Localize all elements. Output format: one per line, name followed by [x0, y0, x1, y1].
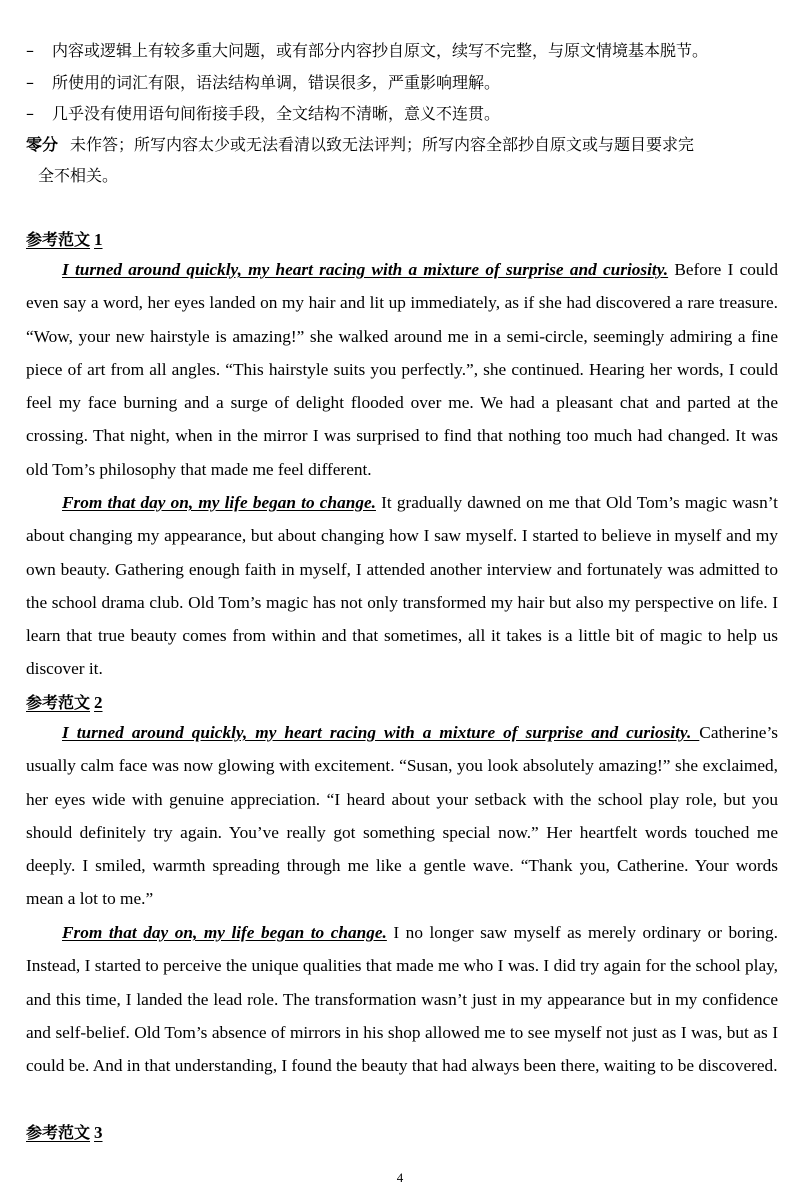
zero-score-continuation: 全不相关。 — [38, 166, 119, 185]
criteria-item — [26, 38, 708, 61]
page-number: 4 — [396, 1170, 404, 1185]
paragraph-body: I no longer saw myself as merely ordinary or boring. Instead, I started to perceive the unique qualities that made me who I was. I did try again for the school play, and this time, I landed the lead role. The transformation wasn’t just in my appearance but in my confidence and self-belief. Old Tom’s absence of mirrors in his shop allowed me to see myself not just as I was, but as I could be. And in that understanding, I found the beauty that had always been there, waiting to be discovered. — [26, 923, 778, 1076]
criteria-item — [26, 70, 500, 93]
paragraph-body: Before I could even say a word, her eyes landed on my hair and lit up immediately, as if she had discovered a rare treasure. “Wow, your new hairstyle is amazing!” she walked around me in a semi-circle, seemingly admiring a fine piece of art from all angles. “This hairstyle suits you perfectly.”, she continued. Hearing her words, I could feel my face burning and a surge of delight flooded over me. We had a pleasant chat and parted at the crossing. That night, when in the mirror I was surprised to find that nothing too much had changed. It was old Tom’s philosophy that made me feel different. — [26, 260, 778, 479]
sample-heading-label: 参考范文 — [26, 693, 91, 712]
paragraph-body: Catherine’s usually calm face was now glowing with excitement. “Susan, you look absolutely amazing!” she exclaimed, her eyes wide with genuine appreciation. “I heard about your setback with the school play role, but you should definitely try again. You’ve really got something special now.” Her heartfelt words touched me deeply. I smiled, warmth spreading through me like a gentle wave. “Thank you, Catherine. Your words mean a lot to me.” — [26, 723, 778, 909]
sample-paragraph — [26, 486, 778, 686]
paragraph-body: It gradually dawned on me that Old Tom’s magic wasn’t about changing my appearance, but about changing how I saw myself. I started to believe in myself and my own beauty. Gathering enough faith in myself, I attended another interview and fortunately was admitted to the school drama club. Old Tom’s magic has not only transformed my hair but also my perspective on life. I learn that true beauty comes from within and that sometimes, all it takes is a little bit of magic to help us discover it. — [26, 493, 778, 679]
criteria-text: 几乎没有使用语句间衔接手段，全文结构不清晰，意义不连贯。 — [52, 104, 501, 123]
dash-marker: – — [26, 104, 34, 123]
dash-marker: – — [26, 41, 34, 60]
paragraph-lead-sentence: I turned around quickly, my heart racing with a mixture of surprise and curiosity. — [62, 260, 669, 279]
sample-paragraph — [26, 716, 778, 916]
zero-score-line — [26, 132, 694, 155]
sample-heading — [26, 1120, 103, 1143]
criteria-text: 内容或逻辑上有较多重大问题，或有部分内容抄自原文，续写不完整，与原文情境基本脱节。 — [52, 41, 709, 60]
paragraph-lead-sentence: From that day on, my life began to change. — [62, 493, 376, 512]
sample-paragraph — [26, 253, 778, 486]
paragraph-lead-sentence: From that day on, my life began to change. — [62, 923, 387, 942]
paragraph-lead-sentence: I turned around quickly, my heart racing with a mixture of surprise and curiosity. — [62, 723, 700, 742]
zero-score-label: 零分 — [26, 135, 59, 154]
sample-heading-label: 参考范文 — [26, 1123, 91, 1142]
sample-heading-number: 2 — [94, 693, 103, 712]
sample-heading — [26, 690, 103, 713]
sample-heading-number: 1 — [94, 230, 103, 249]
dash-marker: – — [26, 73, 34, 92]
sample-heading-label: 参考范文 — [26, 230, 91, 249]
criteria-text: 所使用的词汇有限，语法结构单调，错误很多，严重影响理解。 — [52, 73, 501, 92]
criteria-item — [26, 101, 500, 124]
sample-heading-number: 3 — [94, 1123, 103, 1142]
sample-paragraph — [26, 916, 778, 1082]
zero-score-text: 未作答；所写内容太少或无法看清以致无法评判；所写内容全部抄自原文或与题目要求完 — [70, 135, 695, 154]
sample-heading — [26, 227, 103, 250]
